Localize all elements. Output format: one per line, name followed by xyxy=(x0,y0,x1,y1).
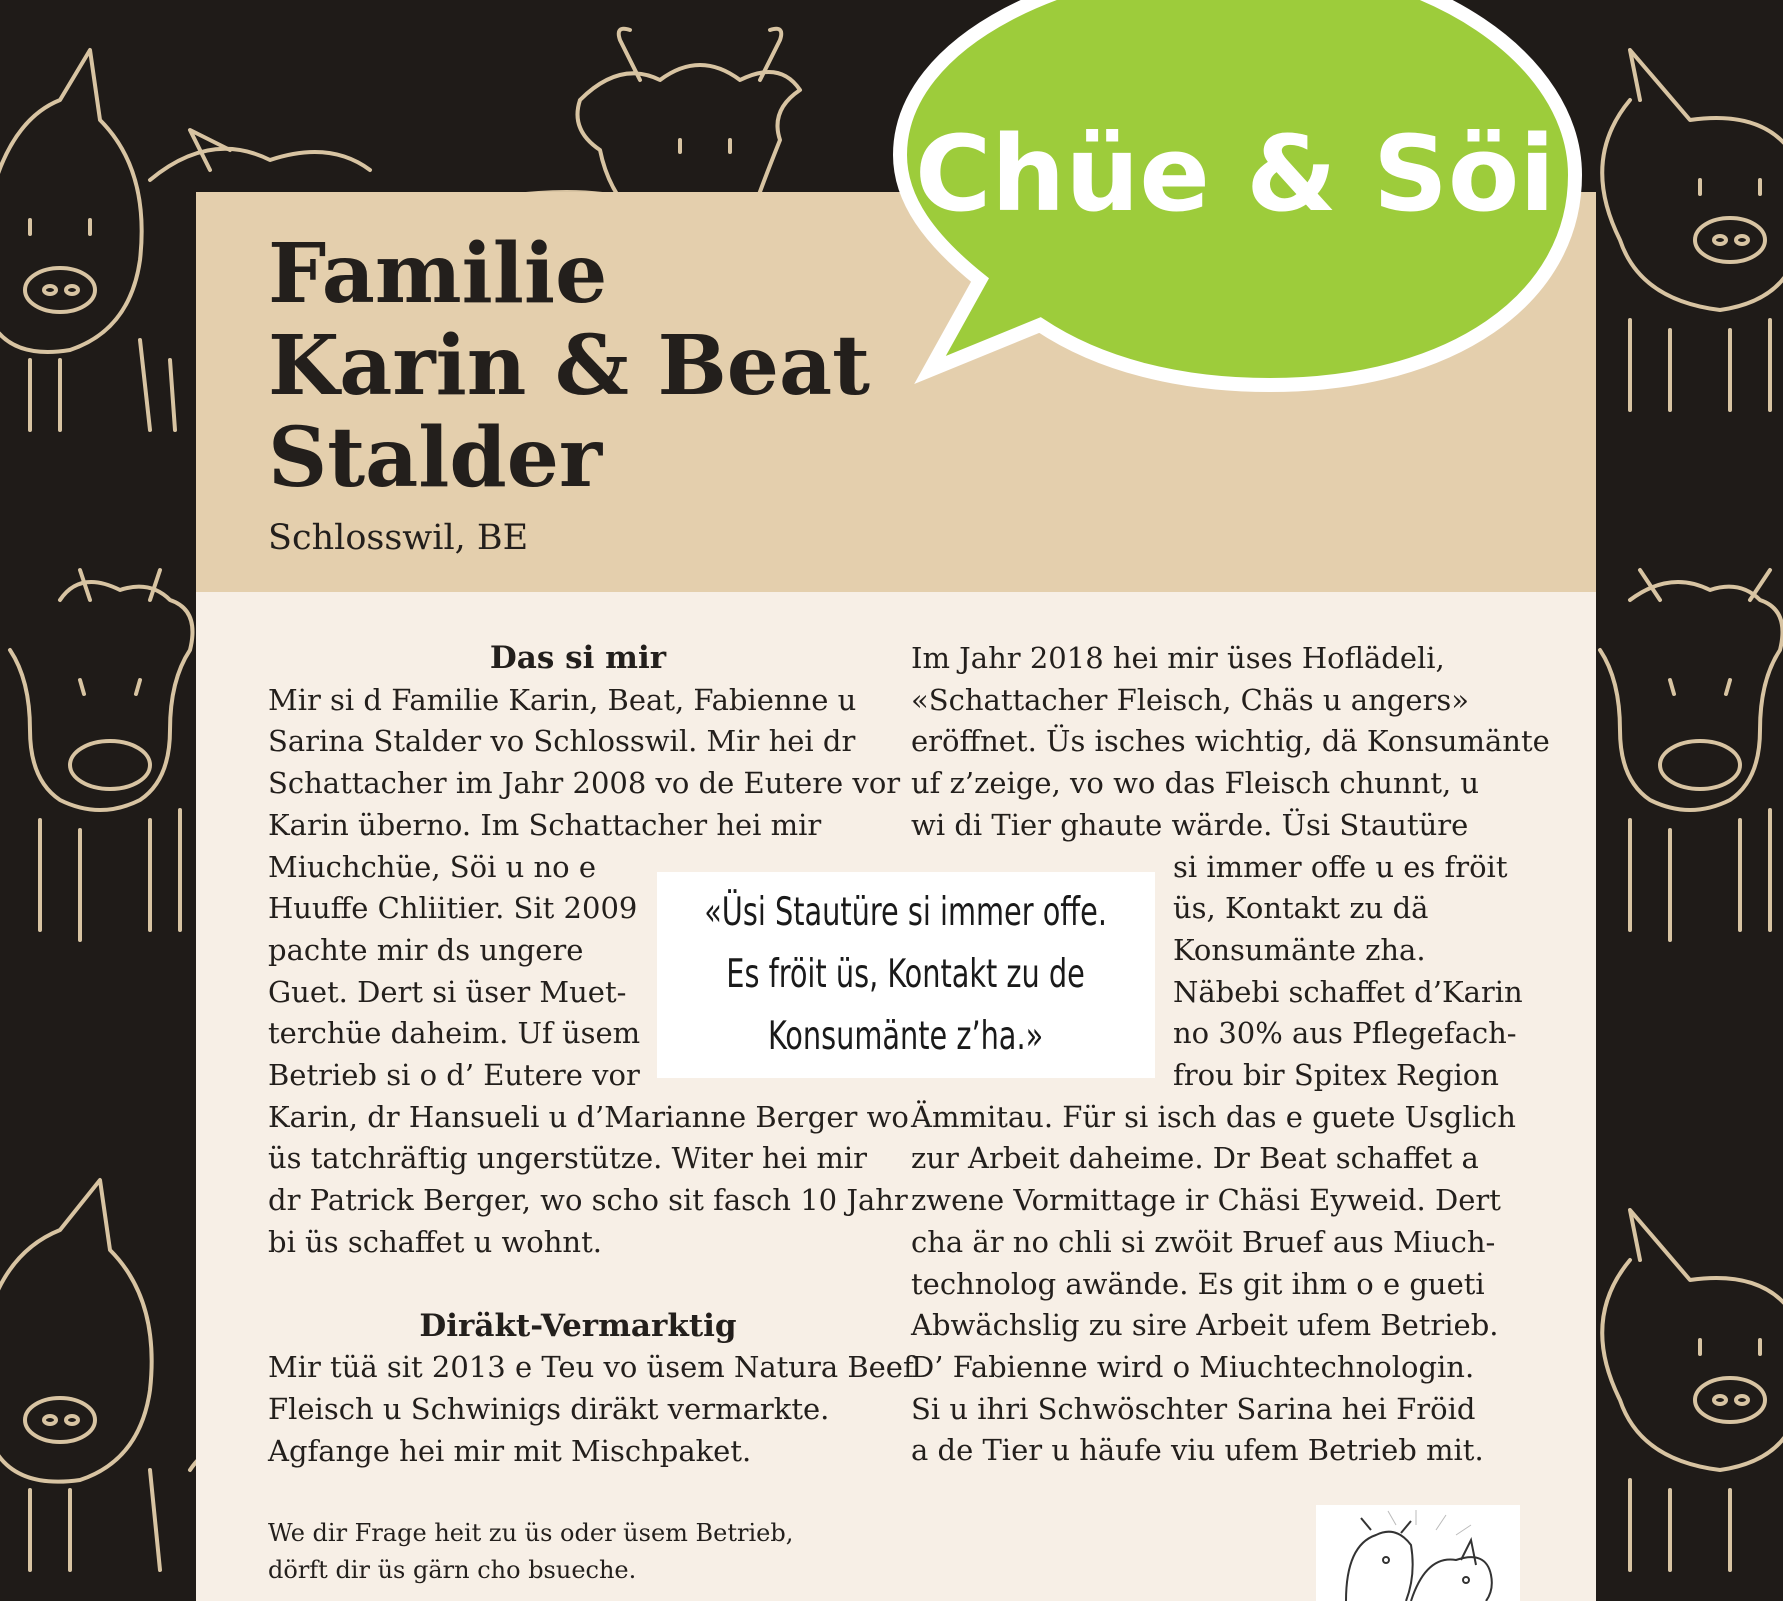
text-line: Guet. Dert si üser Muet- xyxy=(268,974,627,1009)
pull-quote xyxy=(657,872,1155,1078)
footnote xyxy=(268,1515,793,1589)
text-line: üs, Kontakt zu dä xyxy=(1173,891,1429,926)
text-line: eröffnet. Üs isches wichtig, dä Konsumänte xyxy=(911,724,1550,759)
text-line: dr Patrick Berger, wo scho sit fasch 10 Jahr xyxy=(268,1183,908,1218)
text-line: zur Arbeit daheime. Dr Beat schaffet a xyxy=(911,1141,1479,1176)
text-line: pachte mir ds ungere xyxy=(268,932,584,967)
text-line: Karin, dr Hansueli u d’Marianne Berger wo xyxy=(268,1099,909,1134)
text-line: üs tatchräftig ungerstütze. Witer hei mir xyxy=(268,1141,868,1176)
cow-drawing xyxy=(10,570,193,940)
text-line: bi üs schaffet u wohnt. xyxy=(268,1224,602,1259)
brand-speech-bubble xyxy=(890,0,1590,420)
text-line: Konsumänte zha. xyxy=(1173,932,1426,967)
pig-drawing xyxy=(1602,50,1783,410)
text-line: terchüe daheim. Uf üsem xyxy=(268,1016,641,1051)
text-line: zwene Vormittage ir Chäsi Eyweid. Dert xyxy=(911,1183,1501,1218)
text-line: frou bir Spitex Region xyxy=(1173,1058,1499,1093)
text-line: Mir tüä sit 2013 e Teu vo üsem Natura Beef xyxy=(268,1350,914,1385)
pull-quote-text: «Üsi Stautüre si immer offe. Es fröit üs, Kontakt zu de Konsumänte z’ha.» xyxy=(704,890,1108,1059)
text-line: Abwächslig zu sire Arbeit ufem Betrieb. xyxy=(911,1308,1499,1343)
pig-drawing xyxy=(0,50,175,430)
text-line: Schattacher im Jahr 2008 vo de Eutere vor xyxy=(268,766,901,801)
text-line: D’ Fabienne wird o Miuchtechnologin. xyxy=(911,1349,1475,1384)
text-line: Sarina Stalder vo Schlosswil. Mir hei dr xyxy=(268,724,856,759)
text-line: Im Jahr 2018 hei mir üses Hoflädeli, xyxy=(911,641,1445,675)
animals-illustration xyxy=(1316,1505,1520,1601)
text-line: «Schattacher Fleisch, Chäs u angers» xyxy=(911,682,1469,717)
text-line: a de Tier u häufe viu ufem Betrieb mit. xyxy=(911,1433,1484,1468)
text-line: Fleisch u Schwinigs diräkt vermarkte. xyxy=(268,1391,830,1426)
text-line: wi di Tier ghaute wärde. Üsi Stautüre xyxy=(911,807,1469,842)
text-line: no 30% aus Pflegefach- xyxy=(1173,1016,1517,1051)
footnote-line: dörft dir üs gärn cho bsueche. xyxy=(268,1556,637,1584)
text-line: Agfange hei mir mit Mischpaket. xyxy=(268,1433,752,1468)
text-line: technolog awände. Es git ihm o e gueti xyxy=(911,1266,1485,1301)
location-subtitle: Schlosswil, BE xyxy=(268,518,529,558)
pig-drawing xyxy=(150,130,370,180)
text-line: Betrieb si o d’ Eutere vor xyxy=(268,1058,640,1093)
brand-name: Chüe & Söi xyxy=(914,113,1556,235)
text-line: Mir si d Familie Karin, Beat, Fabienne u xyxy=(268,682,857,717)
text-line: uf z’zeige, vo wo das Fleisch chunnt, u xyxy=(911,766,1480,801)
cow-drawing xyxy=(1600,570,1783,940)
text-line: Ämmitau. Für si isch das e guete Usglich xyxy=(911,1099,1516,1134)
page-title: Familie Karin & Beat Stalder xyxy=(268,226,870,506)
section-heading: Diräkt-Vermarktig xyxy=(419,1307,737,1344)
text-line: Miuchchüe, Söi u no e xyxy=(268,849,596,884)
text-line: si immer offe u es fröit xyxy=(1173,849,1508,884)
footnote-line: We dir Frage heit zu üs oder üsem Betrieb, xyxy=(268,1519,794,1547)
text-line: cha är no chli si zwöit Bruef aus Miuch- xyxy=(911,1224,1496,1259)
section-heading: Das si mir xyxy=(489,640,667,676)
text-line: Karin überno. Im Schattacher hei mir xyxy=(268,807,822,842)
text-line: Si u ihri Schwöschter Sarina hei Fröid xyxy=(911,1391,1476,1426)
text-line: Näbebi schaffet d’Karin xyxy=(1173,974,1523,1009)
text-line: Huuffe Chliitier. Sit 2009 xyxy=(268,891,638,926)
